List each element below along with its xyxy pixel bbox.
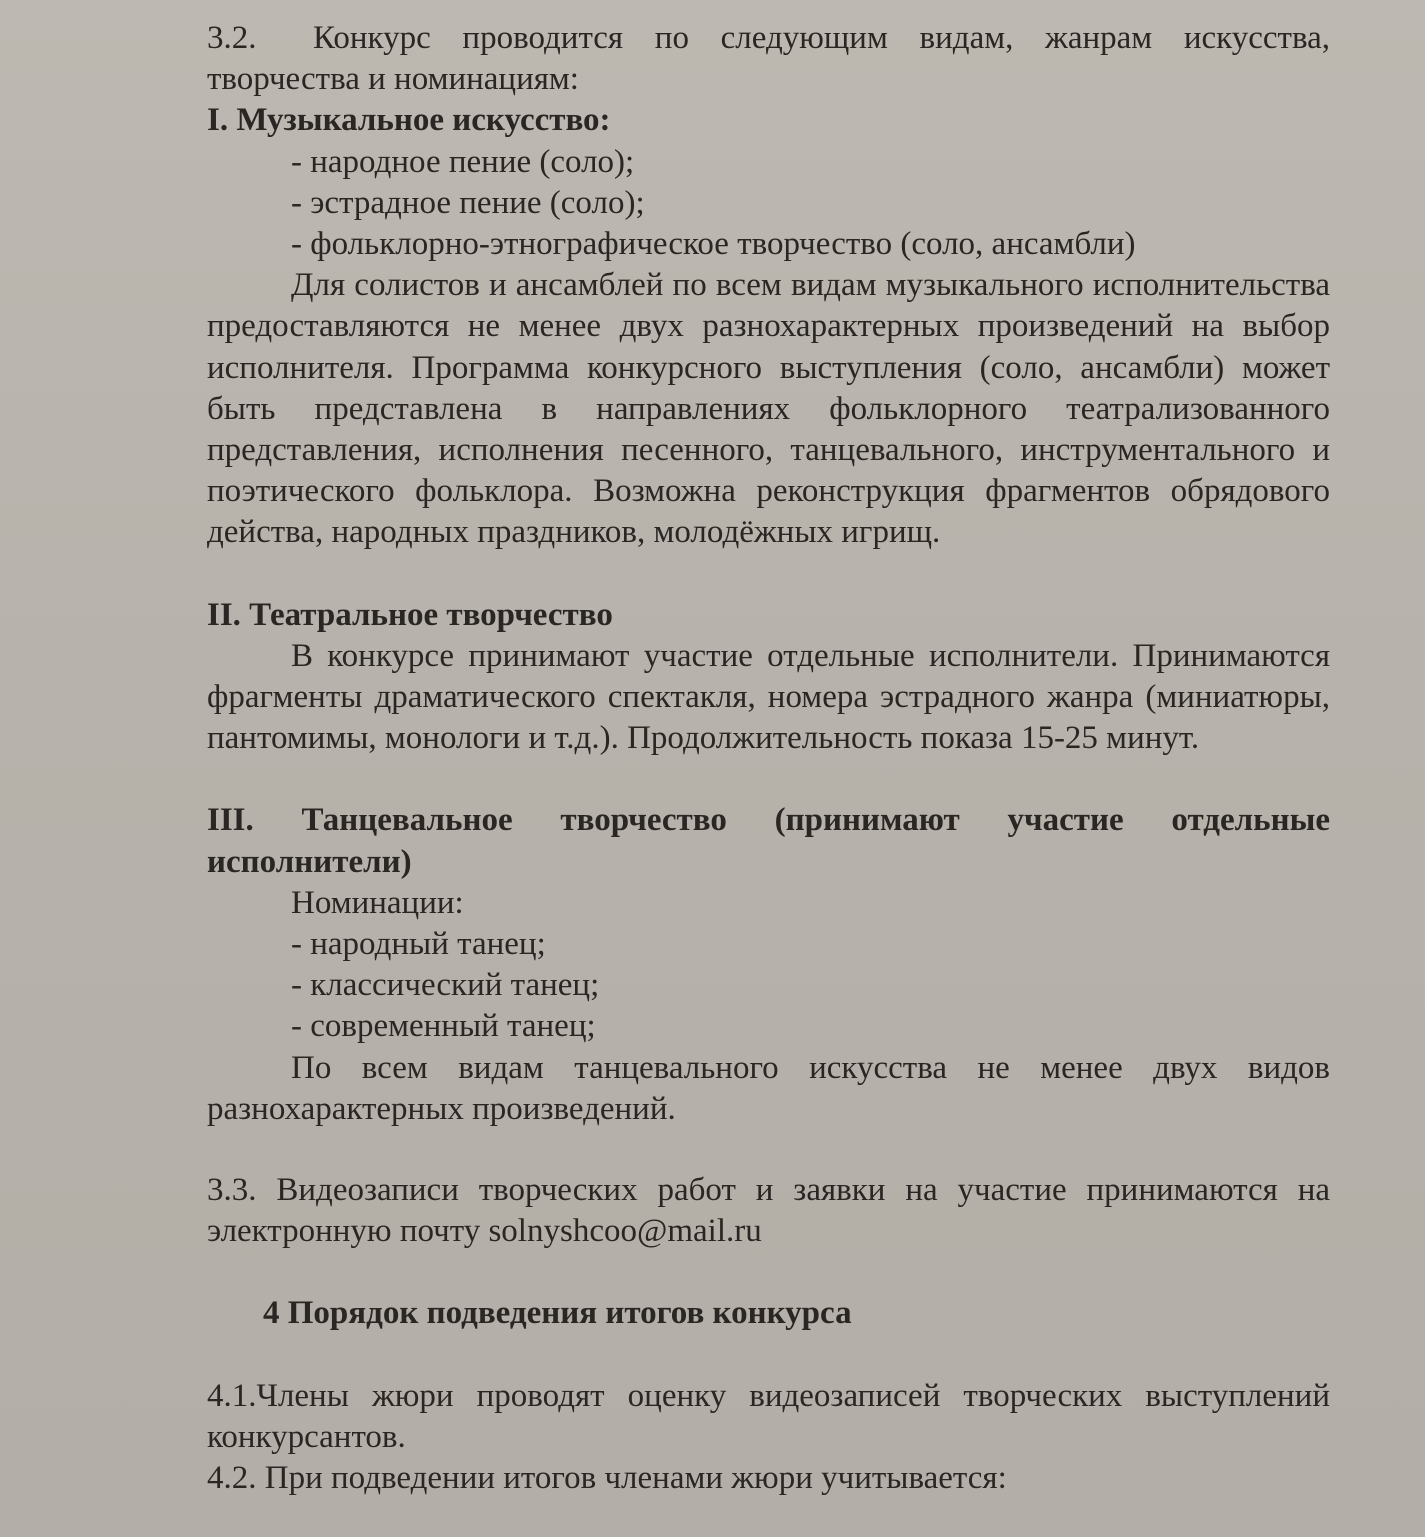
dance-heading: III. Танцевальное творчество (принимают участие отдельные исполнители) — [207, 802, 1330, 880]
section-4-1: 4.1.Члены жюри проводят оценку видеозаписей творческих выступлений конкурсантов. — [207, 1377, 1330, 1455]
section-3-2-text: Конкурс проводится по следующим видам, жанрам искусства, творчества и номинациям: — [207, 20, 1330, 98]
music-item-pop-singing: - эстрадное пение (соло); — [291, 184, 645, 221]
document-page — [207, 18, 1330, 1499]
spacer — [207, 1130, 1330, 1170]
dance-item-folk: - народный танец; — [291, 926, 546, 963]
section-3-2 — [207, 18, 1330, 100]
spacer — [207, 759, 1330, 800]
spacer — [207, 554, 1330, 595]
music-heading: I. Музыкальное искусство: — [207, 102, 611, 139]
dance-nominations-label: Номинации: — [291, 884, 464, 921]
dance-item-classical: - классический танец; — [291, 967, 600, 1004]
section-3-2-number: 3.2. — [207, 20, 257, 56]
music-paragraph: Для солистов и ансамблей по всем видам музыкального исполнительства предоставляются не менее двух разнохарактерных произведений на выбор исполнителя. Программа конкурсного выступления (соло, ансамбли) может быть представлена в направлениях фольклорного театрализованного представления, исполнения песенного, танцевального, инструментального и поэтического фольклора. Возможна реконструкция фрагментов обрядового действа, народных праздников, молодёжных игрищ. — [207, 267, 1330, 551]
section-4-2: 4.2. При подведении итогов членами жюри учитывается: — [207, 1460, 1007, 1497]
section-4-heading: 4 Порядок подведения итогов конкурса — [263, 1295, 852, 1332]
section-3-3: 3.3. Видеозаписи творческих работ и заявки на участие принимаются на электронную почту solnyshcoo@mail.ru — [207, 1172, 1330, 1250]
music-item-folklore: - фольклорно-этнографическое творчество (соло, ансамбли) — [291, 226, 1136, 263]
theatre-heading: II. Театральное творчество — [207, 596, 613, 633]
dance-paragraph: По всем видам танцевального искусства не менее двух видов разнохарактерных произведений. — [207, 1049, 1330, 1127]
dance-item-modern: - современный танец; — [291, 1008, 596, 1045]
spacer — [207, 1335, 1330, 1376]
theatre-paragraph: В конкурсе принимают участие отдельные исполнители. Принимаются фрагменты драматического спектакля, номера эстрадного жанра (миниатюры, пантомимы, монологи и т.д.). Продолжительность показа 15-25 минут. — [207, 637, 1330, 757]
spacer — [207, 1252, 1330, 1293]
music-item-folk-singing: - народное пение (соло); — [291, 143, 635, 180]
